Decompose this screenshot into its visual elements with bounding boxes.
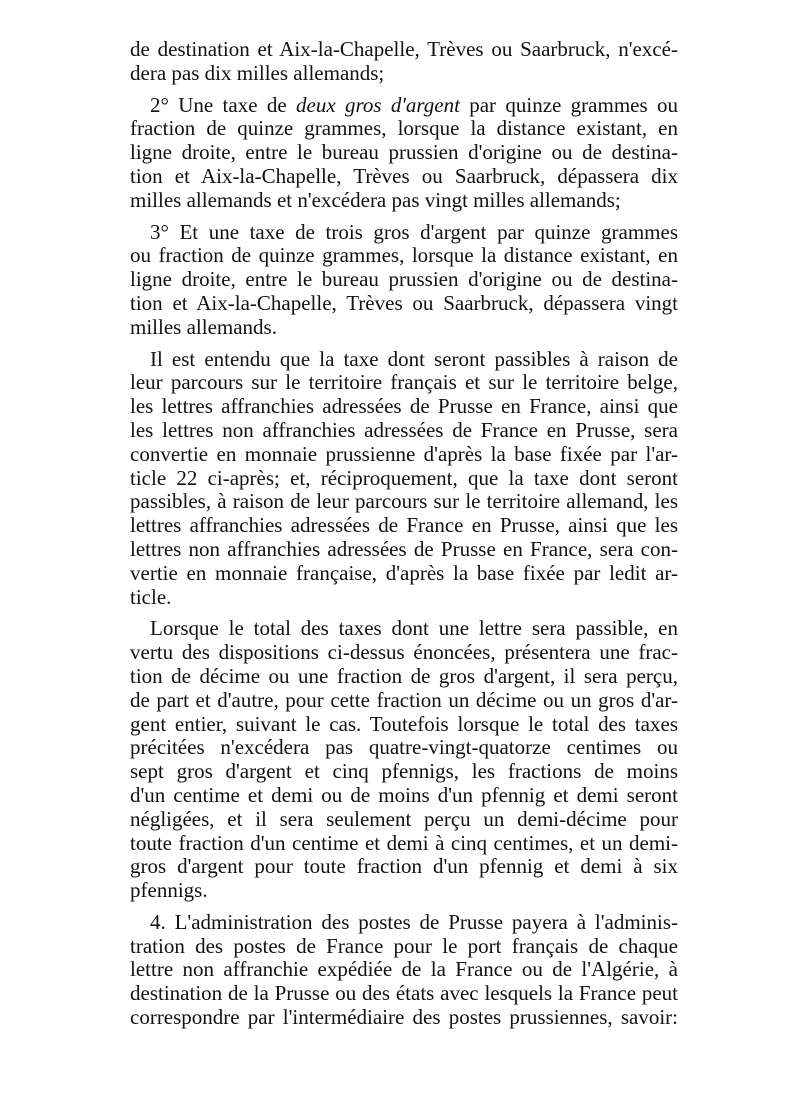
- text-line: toute fraction d'un centime et demi à cinq centimes, et un demi-: [130, 830, 678, 855]
- text-line: négligées, et il sera seulement perçu un demi-décime pour: [130, 806, 678, 831]
- body-text: [130, 38, 678, 1030]
- text-line: Lorsque le total des taxes dont une lettre sera passible, en: [150, 616, 678, 641]
- text-line: ou fraction de quinze grammes, lorsque la distance existant, en: [130, 243, 678, 268]
- text-line: tion et Aix-la-Chapelle, Trèves ou Saarbruck, dépassera dix: [130, 163, 678, 188]
- text-line: Il est entendu que la taxe dont seront passibles à raison de: [150, 346, 678, 371]
- text-line: vertie en monnaie française, d'après la base fixée par ledit ar-: [130, 560, 678, 585]
- text-line: [130, 94, 678, 118]
- text-line: précitées n'excédera pas quatre-vingt-quatorze centimes ou: [130, 735, 678, 760]
- text-line: tion et Aix-la-Chapelle, Trèves ou Saarbruck, dépassera vingt: [130, 290, 678, 315]
- paragraph-p6: [130, 911, 678, 1030]
- text-line: ticle 22 ci-après; et, réciproquement, que la taxe dont seront: [130, 465, 678, 490]
- text-line: passibles, à raison de leur parcours sur le territoire allemand, les: [130, 489, 678, 514]
- paragraph-p5: [130, 617, 678, 903]
- text-line: ligne droite, entre le bureau prussien d'origine ou de destina-: [130, 140, 678, 165]
- text-line: ligne droite, entre le bureau prussien d'origine ou de destina-: [130, 267, 678, 292]
- text-line: milles allemands et n'excédera pas vingt milles allemands;: [130, 187, 621, 212]
- paragraph-p4: [130, 348, 678, 610]
- text-line: fraction de quinze grammes, lorsque la distance existant, en: [130, 116, 678, 141]
- text-line: les lettres affranchies adressées de Prusse en France, ainsi que: [130, 394, 678, 419]
- paragraph-p2: [130, 94, 678, 213]
- text-line: gros d'argent pour toute fraction d'un pfennig et demi à six: [130, 854, 678, 879]
- paragraph-p1: [130, 38, 678, 86]
- text-line: d'un centime et demi ou de moins d'un pfennig et demi seront: [130, 782, 678, 807]
- italic-segment: deux gros d'argent: [296, 92, 460, 117]
- text-segment: par quinze grammes ou: [459, 92, 678, 117]
- text-line: milles allemands.: [130, 314, 277, 339]
- text-line: gent entier, suivant le cas. Toutefois lorsque le total des taxes: [130, 711, 678, 736]
- text-line: 4. L'administration des postes de Prusse payera à l'adminis-: [150, 909, 678, 934]
- text-line: convertie en monnaie prussienne d'après la base fixée par l'ar-: [130, 441, 678, 466]
- text-line: tration des postes de France pour le port français de chaque: [130, 933, 678, 958]
- text-line: destination de la Prusse ou des états avec lesquels la France peut: [130, 981, 678, 1006]
- text-line: 3° Et une taxe de trois gros d'argent par quinze grammes: [150, 219, 678, 244]
- text-line: lettres affranchies adressées de France en Prusse, ainsi que les: [130, 513, 678, 538]
- text-line: de destination et Aix-la-Chapelle, Trèves ou Saarbruck, n'excé-: [130, 37, 678, 61]
- text-line: les lettres non affranchies adressées de France en Prusse, sera: [130, 417, 678, 442]
- text-line: ticle.: [130, 584, 172, 609]
- text-line: dera pas dix milles allemands;: [130, 60, 385, 85]
- text-line: tion de décime ou une fraction de gros d'argent, il sera perçu,: [130, 663, 678, 688]
- text-line: lettres non affranchies adressées de Prusse en France, sera con-: [130, 536, 678, 561]
- paragraph-p3: [130, 221, 678, 340]
- text-line: pfennigs.: [130, 878, 208, 903]
- text-line: lettre non affranchie expédiée de la France ou de l'Algérie, à: [130, 957, 678, 982]
- text-line: de part et d'autre, pour cette fraction un décime ou un gros d'ar-: [130, 687, 678, 712]
- text-line: correspondre par l'intermédiaire des postes prussiennes, savoir:: [130, 1005, 678, 1030]
- text-line: leur parcours sur le territoire français et sur le territoire belge,: [130, 370, 678, 395]
- text-line: vertu des dispositions ci-dessus énoncées, présentera une frac-: [130, 640, 678, 665]
- text-line: sept gros d'argent et cinq pfennigs, les fractions de moins: [130, 759, 678, 784]
- text-segment: 2° Une taxe de: [150, 92, 296, 117]
